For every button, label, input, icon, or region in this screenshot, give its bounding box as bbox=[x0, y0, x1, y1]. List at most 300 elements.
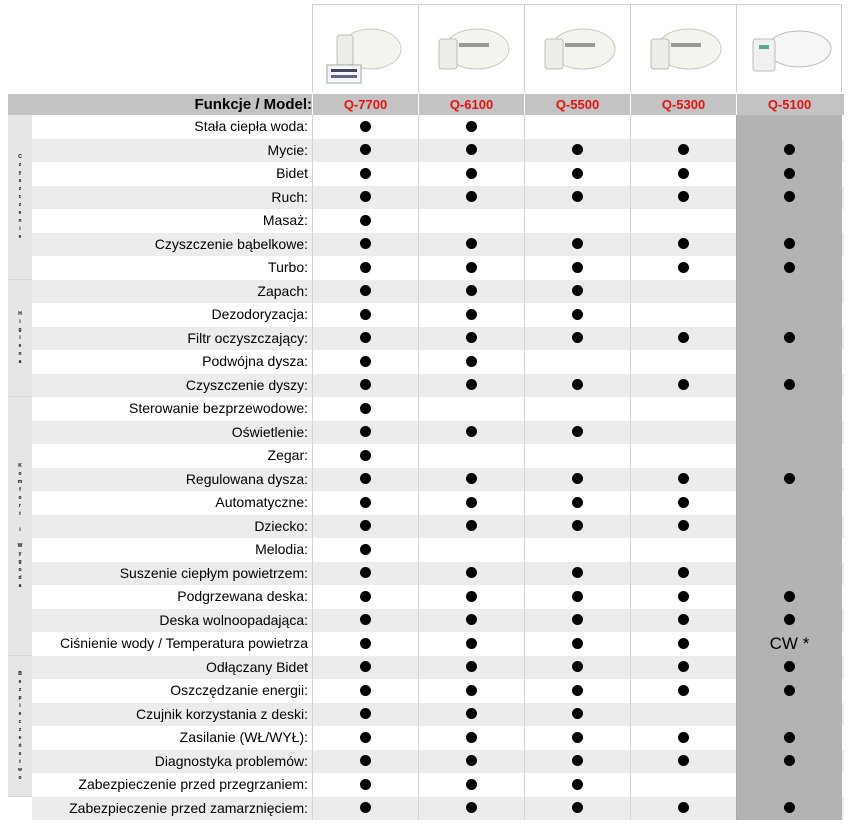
table-cell-q-5100 bbox=[736, 491, 842, 515]
table-cell-q-7700 bbox=[312, 444, 418, 468]
table-cell-q-6100 bbox=[418, 303, 524, 327]
feature-dot-icon bbox=[678, 732, 689, 743]
table-row bbox=[32, 468, 844, 492]
table-cell-q-5100 bbox=[736, 139, 842, 163]
table-cell-q-7700 bbox=[312, 797, 418, 821]
table-row bbox=[32, 162, 844, 186]
feature-dot-icon bbox=[784, 144, 795, 155]
feature-dot-icon bbox=[678, 661, 689, 672]
table-cell-q-5300 bbox=[630, 209, 736, 233]
feature-dot-icon bbox=[360, 520, 371, 531]
table-cell-q-5500 bbox=[524, 609, 630, 633]
feature-dot-icon bbox=[466, 497, 477, 508]
table-cell-q-5300 bbox=[630, 468, 736, 492]
table-cell-q-7700 bbox=[312, 233, 418, 257]
feature-dot-icon bbox=[784, 191, 795, 202]
table-cell-q-5100 bbox=[736, 233, 842, 257]
table-cell-q-5500 bbox=[524, 444, 630, 468]
table-row bbox=[32, 303, 844, 327]
feature-dot-icon bbox=[466, 473, 477, 484]
table-cell-q-5100 bbox=[736, 703, 842, 727]
header-row bbox=[8, 94, 844, 115]
feature-label: Ciśnienie wody / Temperatura powietrza bbox=[60, 635, 308, 651]
table-cell-q-7700 bbox=[312, 115, 418, 139]
feature-dot-icon bbox=[572, 238, 583, 249]
feature-dot-icon bbox=[360, 332, 371, 343]
feature-label: Zegar: bbox=[267, 447, 308, 463]
feature-dot-icon bbox=[360, 379, 371, 390]
feature-label: Czujnik korzystania z deski: bbox=[136, 705, 308, 722]
feature-dot-icon bbox=[466, 379, 477, 390]
table-row bbox=[32, 609, 844, 633]
table-cell-q-5300 bbox=[630, 303, 736, 327]
feature-dot-icon bbox=[784, 685, 795, 696]
feature-dot-icon bbox=[360, 309, 371, 320]
feature-label: Czyszczenie dyszy: bbox=[185, 376, 308, 393]
feature-dot-icon bbox=[572, 802, 583, 813]
table-row bbox=[32, 632, 844, 656]
toilet-seat-icon bbox=[631, 5, 737, 93]
feature-dot-icon bbox=[572, 614, 583, 625]
feature-dot-icon bbox=[466, 638, 477, 649]
table-row bbox=[32, 397, 844, 421]
feature-dot-icon bbox=[572, 567, 583, 578]
table-cell-q-5300 bbox=[630, 679, 736, 703]
table-cell-q-5100 bbox=[736, 350, 842, 374]
feature-dot-icon bbox=[678, 262, 689, 273]
table-cell-q-6100 bbox=[418, 773, 524, 797]
table-cell-q-7700 bbox=[312, 609, 418, 633]
table-row bbox=[32, 444, 844, 468]
feature-label: Podwójna dysza: bbox=[202, 353, 308, 369]
group-label: K o m f o r t i W y g o d a bbox=[17, 463, 23, 590]
table-cell-q-5300 bbox=[630, 139, 736, 163]
table-cell-q-5500 bbox=[524, 773, 630, 797]
table-cell-q-7700 bbox=[312, 256, 418, 280]
table-cell-q-7700 bbox=[312, 679, 418, 703]
feature-dot-icon bbox=[678, 591, 689, 602]
feature-dot-icon bbox=[572, 473, 583, 484]
table-cell-q-5500 bbox=[524, 350, 630, 374]
feature-dot-icon bbox=[466, 661, 477, 672]
feature-dot-icon bbox=[360, 685, 371, 696]
table-cell-q-5100 bbox=[736, 115, 842, 139]
table-row bbox=[32, 585, 844, 609]
product-image-q5300 bbox=[630, 4, 736, 92]
table-cell-q-7700 bbox=[312, 280, 418, 304]
feature-dot-icon bbox=[678, 332, 689, 343]
feature-dot-icon bbox=[678, 802, 689, 813]
feature-dot-icon bbox=[572, 497, 583, 508]
feature-dot-icon bbox=[572, 732, 583, 743]
feature-label: Filtr oczyszczający: bbox=[187, 329, 308, 346]
table-cell-q-6100 bbox=[418, 350, 524, 374]
feature-dot-icon bbox=[360, 661, 371, 672]
feature-dot-icon bbox=[572, 285, 583, 296]
product-image-q7700 bbox=[312, 4, 418, 92]
feature-dot-icon bbox=[466, 567, 477, 578]
feature-label: Zapach: bbox=[257, 282, 308, 299]
table-cell-q-5500 bbox=[524, 186, 630, 210]
feature-dot-icon bbox=[678, 144, 689, 155]
feature-dot-icon bbox=[360, 238, 371, 249]
feature-dot-icon bbox=[572, 755, 583, 766]
feature-dot-icon bbox=[360, 403, 371, 414]
table-cell-q-5300 bbox=[630, 491, 736, 515]
feature-dot-icon bbox=[572, 591, 583, 602]
table-cell-q-6100 bbox=[418, 327, 524, 351]
feature-dot-icon bbox=[784, 661, 795, 672]
table-cell-q-5300 bbox=[630, 374, 736, 398]
table-cell-q-6100 bbox=[418, 562, 524, 586]
table-cell-q-7700 bbox=[312, 397, 418, 421]
table-cell-q-7700 bbox=[312, 585, 418, 609]
table-cell-q-6100 bbox=[418, 750, 524, 774]
feature-dot-icon bbox=[360, 262, 371, 273]
table-row bbox=[32, 350, 844, 374]
feature-dot-icon bbox=[572, 520, 583, 531]
table-cell-q-5100 bbox=[736, 327, 842, 351]
table-row bbox=[32, 797, 844, 821]
feature-dot-icon bbox=[360, 708, 371, 719]
table-cell-q-6100 bbox=[418, 256, 524, 280]
table-cell-q-6100 bbox=[418, 397, 524, 421]
table-cell-q-5100 bbox=[736, 186, 842, 210]
table-cell-q-7700 bbox=[312, 703, 418, 727]
feature-dot-icon bbox=[360, 802, 371, 813]
table-cell-q-5100 bbox=[736, 562, 842, 586]
table-cell-q-6100 bbox=[418, 421, 524, 445]
table-row bbox=[32, 186, 844, 210]
feature-dot-icon bbox=[360, 285, 371, 296]
table-row bbox=[32, 562, 844, 586]
feature-label: Stała ciepła woda: bbox=[194, 118, 308, 134]
table-cell-q-5500 bbox=[524, 303, 630, 327]
feature-dot-icon bbox=[784, 332, 795, 343]
table-cell-q-6100 bbox=[418, 679, 524, 703]
table-cell-q-6100 bbox=[418, 797, 524, 821]
feature-dot-icon bbox=[360, 356, 371, 367]
feature-dot-icon bbox=[360, 497, 371, 508]
table-cell-q-5500 bbox=[524, 750, 630, 774]
model-q5300: Q-5300 bbox=[630, 94, 736, 115]
feature-dot-icon bbox=[784, 614, 795, 625]
feature-dot-icon bbox=[466, 802, 477, 813]
table-cell-q-5100 bbox=[736, 773, 842, 797]
feature-dot-icon bbox=[678, 379, 689, 390]
feature-dot-icon bbox=[466, 168, 477, 179]
feature-dot-icon bbox=[360, 732, 371, 743]
feature-label: Zasilanie (WŁ/WYŁ): bbox=[179, 729, 308, 745]
feature-dot-icon bbox=[572, 191, 583, 202]
feature-dot-icon bbox=[678, 191, 689, 202]
table-cell-q-5100 bbox=[736, 515, 842, 539]
feature-dot-icon bbox=[572, 144, 583, 155]
table-row bbox=[32, 209, 844, 233]
feature-dot-icon bbox=[360, 755, 371, 766]
feature-label: Dziecko: bbox=[254, 517, 308, 534]
table-cell-q-5500 bbox=[524, 562, 630, 586]
table-cell-q-5100 bbox=[736, 632, 842, 656]
table-cell-q-5300 bbox=[630, 256, 736, 280]
feature-dot-icon bbox=[572, 262, 583, 273]
table-cell-q-7700 bbox=[312, 303, 418, 327]
table-row bbox=[32, 491, 844, 515]
table-cell-q-5500 bbox=[524, 374, 630, 398]
table-cell-q-5500 bbox=[524, 797, 630, 821]
table-cell-q-5300 bbox=[630, 350, 736, 374]
table-cell-q-7700 bbox=[312, 773, 418, 797]
table-row bbox=[32, 233, 844, 257]
feature-dot-icon bbox=[572, 708, 583, 719]
product-image-q5100 bbox=[736, 4, 842, 92]
feature-dot-icon bbox=[360, 591, 371, 602]
table-cell-q-7700 bbox=[312, 350, 418, 374]
feature-dot-icon bbox=[466, 520, 477, 531]
table-row bbox=[32, 256, 844, 280]
feature-dot-icon bbox=[784, 168, 795, 179]
table-row bbox=[32, 679, 844, 703]
table-cell-q-5500 bbox=[524, 679, 630, 703]
feature-dot-icon bbox=[360, 168, 371, 179]
feature-dot-icon bbox=[360, 614, 371, 625]
table-cell-q-6100 bbox=[418, 209, 524, 233]
table-cell-q-6100 bbox=[418, 233, 524, 257]
table-row bbox=[32, 703, 844, 727]
table-cell-q-5300 bbox=[630, 632, 736, 656]
feature-dot-icon bbox=[572, 685, 583, 696]
group-label: C z y s z c z e n i e bbox=[18, 154, 22, 241]
table-cell-q-5500 bbox=[524, 209, 630, 233]
feature-dot-icon bbox=[466, 238, 477, 249]
feature-label: Ruch: bbox=[271, 188, 308, 205]
feature-dot-icon bbox=[784, 732, 795, 743]
feature-dot-icon bbox=[678, 168, 689, 179]
feature-dot-icon bbox=[360, 191, 371, 202]
model-q5100: Q-5100 bbox=[736, 94, 842, 115]
table-cell-q-5300 bbox=[630, 656, 736, 680]
feature-dot-icon bbox=[466, 614, 477, 625]
feature-label: Czyszczenie bąbelkowe: bbox=[154, 235, 308, 252]
table-cell-q-5500 bbox=[524, 538, 630, 562]
product-image-q5500 bbox=[524, 4, 630, 92]
table-cell-q-6100 bbox=[418, 656, 524, 680]
cell-text: CW * bbox=[769, 634, 810, 653]
feature-dot-icon bbox=[360, 121, 371, 132]
table-cell-q-6100 bbox=[418, 374, 524, 398]
table-cell-q-5100 bbox=[736, 656, 842, 680]
toilet-seat-icon bbox=[419, 5, 525, 93]
table-cell-q-6100 bbox=[418, 609, 524, 633]
feature-dot-icon bbox=[784, 473, 795, 484]
table-cell-q-5500 bbox=[524, 491, 630, 515]
table-row bbox=[32, 750, 844, 774]
table-cell-q-5100 bbox=[736, 750, 842, 774]
table-cell-q-5500 bbox=[524, 397, 630, 421]
table-cell-q-7700 bbox=[312, 515, 418, 539]
feature-dot-icon bbox=[678, 614, 689, 625]
feature-label: Dezodoryzacja: bbox=[211, 306, 308, 322]
table-cell-q-5100 bbox=[736, 162, 842, 186]
table-row bbox=[32, 280, 844, 304]
table-cell-q-7700 bbox=[312, 750, 418, 774]
group-1 bbox=[8, 280, 32, 398]
table-cell-q-7700 bbox=[312, 162, 418, 186]
feature-dot-icon bbox=[466, 426, 477, 437]
table-cell-q-5300 bbox=[630, 797, 736, 821]
feature-dot-icon bbox=[572, 309, 583, 320]
table-cell-q-6100 bbox=[418, 703, 524, 727]
table-cell-q-6100 bbox=[418, 468, 524, 492]
feature-dot-icon bbox=[360, 215, 371, 226]
table-cell-q-6100 bbox=[418, 726, 524, 750]
table-cell-q-7700 bbox=[312, 186, 418, 210]
table-cell-q-5300 bbox=[630, 115, 736, 139]
table-cell-q-5300 bbox=[630, 703, 736, 727]
model-q5500: Q-5500 bbox=[524, 94, 630, 115]
table-cell-q-5500 bbox=[524, 162, 630, 186]
table-cell-q-5500 bbox=[524, 726, 630, 750]
table-cell-q-5100 bbox=[736, 679, 842, 703]
table-cell-q-5100 bbox=[736, 397, 842, 421]
feature-dot-icon bbox=[360, 473, 371, 484]
feature-dot-icon bbox=[466, 332, 477, 343]
table-cell-q-5100 bbox=[736, 303, 842, 327]
table-cell-q-6100 bbox=[418, 632, 524, 656]
table-cell-q-7700 bbox=[312, 374, 418, 398]
feature-dot-icon bbox=[360, 144, 371, 155]
table-cell-q-5100 bbox=[736, 256, 842, 280]
feature-dot-icon bbox=[678, 685, 689, 696]
table-row bbox=[32, 515, 844, 539]
table-cell-q-5500 bbox=[524, 656, 630, 680]
table-cell-q-5300 bbox=[630, 186, 736, 210]
feature-dot-icon bbox=[784, 755, 795, 766]
feature-dot-icon bbox=[572, 638, 583, 649]
table-cell-q-5300 bbox=[630, 585, 736, 609]
header-title: Funkcje / Model: bbox=[194, 96, 312, 113]
feature-dot-icon bbox=[466, 732, 477, 743]
feature-dot-icon bbox=[678, 497, 689, 508]
table-cell-q-5300 bbox=[630, 515, 736, 539]
feature-label: Suszenie ciepłym powietrzem: bbox=[119, 564, 308, 581]
feature-label: Turbo: bbox=[268, 259, 308, 275]
table-cell-q-5100 bbox=[736, 280, 842, 304]
feature-dot-icon bbox=[678, 567, 689, 578]
feature-label: Oświetlenie: bbox=[231, 423, 308, 440]
table-row bbox=[32, 726, 844, 750]
feature-dot-icon bbox=[466, 309, 477, 320]
group-0 bbox=[8, 115, 32, 280]
model-q7700: Q-7700 bbox=[312, 94, 418, 115]
table-row bbox=[32, 656, 844, 680]
product-image-row bbox=[312, 4, 844, 92]
table-cell-q-7700 bbox=[312, 209, 418, 233]
table-cell-q-5300 bbox=[630, 327, 736, 351]
feature-dot-icon bbox=[466, 685, 477, 696]
feature-label: Mycie: bbox=[267, 141, 308, 158]
feature-label: Odłączany Bidet bbox=[206, 658, 308, 675]
feature-dot-icon bbox=[572, 661, 583, 672]
feature-label: Deska wolnoopadająca: bbox=[159, 611, 308, 628]
feature-dot-icon bbox=[784, 802, 795, 813]
table-cell-q-7700 bbox=[312, 327, 418, 351]
table-cell-q-6100 bbox=[418, 444, 524, 468]
table-cell-q-5300 bbox=[630, 562, 736, 586]
feature-label: Oszczędzanie energii: bbox=[170, 682, 308, 698]
feature-dot-icon bbox=[572, 426, 583, 437]
feature-dot-icon bbox=[466, 356, 477, 367]
table-cell-q-6100 bbox=[418, 186, 524, 210]
table-cell-q-5100 bbox=[736, 374, 842, 398]
table-cell-q-5300 bbox=[630, 397, 736, 421]
table-cell-q-5100 bbox=[736, 444, 842, 468]
table-cell-q-5100 bbox=[736, 585, 842, 609]
toilet-seat-icon bbox=[737, 5, 843, 93]
table-cell-q-5100 bbox=[736, 209, 842, 233]
table-cell-q-5100 bbox=[736, 726, 842, 750]
table-cell-q-6100 bbox=[418, 115, 524, 139]
table-cell-q-5300 bbox=[630, 773, 736, 797]
table-cell-q-5300 bbox=[630, 444, 736, 468]
group-label: B e z p i e c z e ń s t w o bbox=[18, 671, 22, 781]
feature-dot-icon bbox=[678, 638, 689, 649]
table-cell-q-5300 bbox=[630, 421, 736, 445]
feature-dot-icon bbox=[784, 238, 795, 249]
feature-dot-icon bbox=[572, 332, 583, 343]
table-cell-q-5100 bbox=[736, 538, 842, 562]
feature-dot-icon bbox=[360, 638, 371, 649]
feature-dot-icon bbox=[572, 379, 583, 390]
table-cell-q-5500 bbox=[524, 632, 630, 656]
table-cell-q-5300 bbox=[630, 538, 736, 562]
feature-dot-icon bbox=[678, 520, 689, 531]
product-image-q6100 bbox=[418, 4, 524, 92]
feature-dot-icon bbox=[466, 144, 477, 155]
table-cell-q-6100 bbox=[418, 538, 524, 562]
feature-dot-icon bbox=[466, 708, 477, 719]
table-cell-q-7700 bbox=[312, 421, 418, 445]
table-cell-q-5500 bbox=[524, 327, 630, 351]
table-cell-q-6100 bbox=[418, 139, 524, 163]
feature-dot-icon bbox=[466, 121, 477, 132]
table-cell-q-5300 bbox=[630, 726, 736, 750]
table-cell-q-6100 bbox=[418, 280, 524, 304]
feature-dot-icon bbox=[360, 544, 371, 555]
table-row bbox=[32, 538, 844, 562]
table-cell-q-7700 bbox=[312, 538, 418, 562]
feature-dot-icon bbox=[784, 262, 795, 273]
feature-label: Bidet bbox=[276, 165, 308, 181]
feature-label: Melodia: bbox=[255, 541, 308, 557]
table-cell-q-5300 bbox=[630, 280, 736, 304]
feature-dot-icon bbox=[678, 473, 689, 484]
table-cell-q-7700 bbox=[312, 656, 418, 680]
table-cell-q-6100 bbox=[418, 162, 524, 186]
table-cell-q-5300 bbox=[630, 609, 736, 633]
feature-dot-icon bbox=[784, 591, 795, 602]
table-cell-q-5500 bbox=[524, 468, 630, 492]
table-cell-q-7700 bbox=[312, 139, 418, 163]
model-q6100: Q-6100 bbox=[418, 94, 524, 115]
group-2 bbox=[8, 397, 32, 656]
feature-dot-icon bbox=[784, 379, 795, 390]
table-cell-q-5500 bbox=[524, 256, 630, 280]
feature-dot-icon bbox=[466, 779, 477, 790]
table-cell-q-5100 bbox=[736, 421, 842, 445]
table-row bbox=[32, 374, 844, 398]
table-cell-q-5300 bbox=[630, 750, 736, 774]
